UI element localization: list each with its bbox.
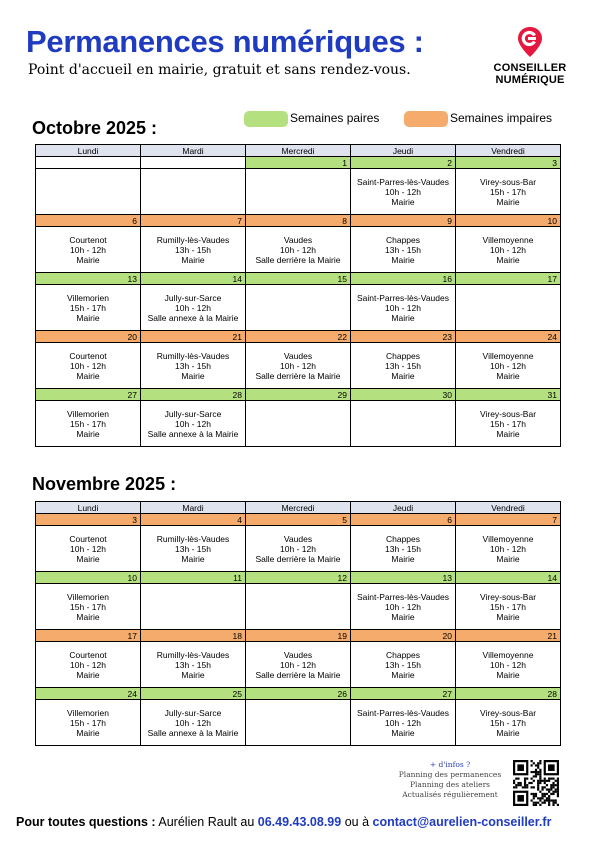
session-line: 10h - 12h — [490, 659, 526, 670]
session-cell — [141, 169, 246, 215]
session-line: Mairie — [76, 312, 100, 323]
session-line: 10h - 12h — [70, 659, 106, 670]
date-number: 26 — [246, 688, 351, 700]
date-number — [36, 157, 141, 169]
session-line: Mairie — [496, 553, 520, 564]
qr-code-icon[interactable] — [513, 760, 559, 806]
session-cell — [246, 642, 351, 688]
session-line: Mairie — [496, 370, 520, 381]
session-cell — [351, 285, 456, 331]
session-line: Salle derrière la Mairie — [255, 254, 341, 265]
session-line: Mairie — [76, 669, 100, 680]
october-calendar — [35, 144, 561, 447]
session-line: 10h - 12h — [385, 302, 421, 313]
session-line: 10h - 12h — [175, 302, 211, 313]
session-line: 10h - 12h — [175, 717, 211, 728]
session-line: 10h - 12h — [280, 543, 316, 554]
session-line: Chappes — [385, 533, 421, 544]
date-number: 18 — [141, 630, 246, 642]
session-cell — [36, 285, 141, 331]
session-cell — [351, 343, 456, 389]
session-line: 10h - 12h — [70, 244, 106, 255]
weekday-header: Lundi — [36, 502, 141, 514]
session-line: Mairie — [76, 727, 100, 738]
date-number: 21 — [141, 331, 246, 343]
session-cell — [351, 401, 456, 447]
session-cell — [246, 343, 351, 389]
date-number: 12 — [246, 572, 351, 584]
date-number-row — [36, 215, 561, 227]
date-number: 2 — [351, 157, 456, 169]
session-line: Mairie — [181, 254, 205, 265]
session-line: 10h - 12h — [280, 244, 316, 255]
legend-even-swatch — [244, 111, 288, 127]
session-cell — [141, 642, 246, 688]
session-row — [36, 642, 561, 688]
session-line: Mairie — [76, 428, 100, 439]
date-number-row — [36, 389, 561, 401]
session-cell — [351, 227, 456, 273]
session-line: Mairie — [181, 669, 205, 680]
session-line: Mairie — [391, 727, 415, 738]
session-line: Virey-sous-Bar — [479, 408, 537, 419]
session-line: 15h - 17h — [490, 717, 526, 728]
session-line: Chappes — [385, 350, 421, 361]
session-line: 15h - 17h — [70, 418, 106, 429]
session-row — [36, 526, 561, 572]
session-cell — [351, 642, 456, 688]
session-cell — [36, 700, 141, 746]
session-cell — [246, 285, 351, 331]
session-cell — [36, 526, 141, 572]
footer-lead: Pour toutes questions : — [16, 815, 156, 829]
session-cell — [246, 169, 351, 215]
footer-phone[interactable]: 06.49.43.08.99 — [257, 815, 342, 829]
date-number-row — [36, 688, 561, 700]
session-line: Saint-Parres-lès-Vaudes — [357, 292, 449, 303]
session-line: 13h - 15h — [175, 360, 211, 371]
date-number: 20 — [36, 331, 141, 343]
session-line: Rumilly-lès-Vaudes — [156, 649, 230, 660]
session-cell — [456, 584, 561, 630]
session-cell — [456, 227, 561, 273]
date-number: 17 — [456, 273, 561, 285]
footer-join: ou à — [344, 815, 370, 829]
infos-line: Planning des permanences — [398, 770, 502, 779]
session-cell — [456, 526, 561, 572]
weekday-header: Mardi — [141, 145, 246, 157]
conseiller-numerique-logo — [488, 26, 572, 86]
november-calendar — [35, 501, 561, 746]
session-cell — [36, 343, 141, 389]
infos-line: Planning des ateliers — [409, 780, 491, 789]
session-line: Mairie — [496, 669, 520, 680]
location-pin-icon — [517, 26, 543, 58]
session-row — [36, 343, 561, 389]
session-line: Mairie — [496, 254, 520, 265]
date-number-row — [36, 572, 561, 584]
session-line: Rumilly-lès-Vaudes — [156, 533, 230, 544]
footer-contact — [16, 815, 551, 829]
session-cell — [456, 642, 561, 688]
session-line: Vaudes — [283, 649, 313, 660]
date-number: 27 — [36, 389, 141, 401]
session-line: Mairie — [391, 254, 415, 265]
date-number: 30 — [351, 389, 456, 401]
date-number: 14 — [141, 273, 246, 285]
date-number: 29 — [246, 389, 351, 401]
session-cell — [36, 227, 141, 273]
session-line: Vaudes — [283, 350, 313, 361]
date-number — [141, 157, 246, 169]
session-line: 10h - 12h — [385, 601, 421, 612]
session-line: Salle annexe à la Mairie — [147, 312, 239, 323]
weekday-header: Vendredi — [456, 145, 561, 157]
session-cell — [141, 700, 246, 746]
session-line: 10h - 12h — [280, 659, 316, 670]
session-cell — [141, 343, 246, 389]
session-row — [36, 584, 561, 630]
session-cell — [351, 169, 456, 215]
date-number: 9 — [351, 215, 456, 227]
date-number: 31 — [456, 389, 561, 401]
session-line: Mairie — [391, 196, 415, 207]
session-line: 10h - 12h — [280, 360, 316, 371]
session-cell — [351, 700, 456, 746]
session-cell — [246, 584, 351, 630]
date-number: 17 — [36, 630, 141, 642]
page-subtitle: Point d'accueil en mairie, gratuit et sans rendez-vous. — [28, 62, 411, 78]
date-number: 10 — [36, 572, 141, 584]
date-number: 24 — [36, 688, 141, 700]
session-line: 10h - 12h — [385, 717, 421, 728]
session-line: Saint-Parres-lès-Vaudes — [357, 591, 449, 602]
session-line: Chappes — [385, 234, 421, 245]
session-line: Mairie — [181, 370, 205, 381]
session-line: Mairie — [181, 553, 205, 564]
date-number: 19 — [246, 630, 351, 642]
session-line: Salle derrière la Mairie — [255, 669, 341, 680]
session-line: Virey-sous-Bar — [479, 591, 537, 602]
footer-email[interactable]: contact@aurelien-conseiller.fr — [372, 815, 552, 829]
session-cell — [246, 401, 351, 447]
session-line: Mairie — [391, 553, 415, 564]
session-line: Mairie — [391, 611, 415, 622]
date-number: 23 — [351, 331, 456, 343]
session-cell — [36, 169, 141, 215]
session-line: Vaudes — [283, 234, 313, 245]
date-number: 13 — [351, 572, 456, 584]
page-title: Permanences numériques : — [26, 24, 424, 59]
date-number: 7 — [456, 514, 561, 526]
session-line: 13h - 15h — [385, 659, 421, 670]
date-number: 15 — [246, 273, 351, 285]
weekday-header: Mercredi — [246, 502, 351, 514]
date-number: 22 — [246, 331, 351, 343]
session-cell — [141, 401, 246, 447]
session-cell — [456, 343, 561, 389]
session-row — [36, 169, 561, 215]
session-line: 10h - 12h — [490, 244, 526, 255]
weekday-header-row — [36, 502, 561, 514]
session-cell — [456, 285, 561, 331]
date-number: 6 — [351, 514, 456, 526]
session-line: Jully-sur-Sarce — [164, 408, 222, 419]
date-number: 14 — [456, 572, 561, 584]
infos-line: + d'infos ? — [429, 760, 471, 769]
session-line: Vaudes — [283, 533, 313, 544]
session-line: Saint-Parres-lès-Vaudes — [357, 176, 449, 187]
session-line: Salle annexe à la Mairie — [147, 727, 239, 738]
session-line: Villemoyenne — [482, 649, 534, 660]
session-line: Villemorien — [67, 408, 109, 419]
session-line: Villemoyenne — [482, 234, 534, 245]
weekday-header: Vendredi — [456, 502, 561, 514]
date-number: 10 — [456, 215, 561, 227]
session-line: Mairie — [391, 370, 415, 381]
date-number-row — [36, 514, 561, 526]
date-number: 3 — [456, 157, 561, 169]
session-line: 15h - 17h — [70, 601, 106, 612]
legend-even-label: Semaines paires — [290, 111, 380, 125]
session-line: Saint-Parres-lès-Vaudes — [357, 707, 449, 718]
session-line: 15h - 17h — [490, 601, 526, 612]
session-cell — [141, 227, 246, 273]
session-line: 15h - 17h — [490, 186, 526, 197]
session-line: 13h - 15h — [385, 360, 421, 371]
session-line: Villemorien — [67, 707, 109, 718]
legend-odd-swatch — [404, 111, 448, 127]
weekday-header-row — [36, 145, 561, 157]
session-line: Salle derrière la Mairie — [255, 553, 341, 564]
session-line: Villemoyenne — [482, 533, 534, 544]
session-line: Mairie — [496, 196, 520, 207]
session-cell — [36, 401, 141, 447]
date-number: 3 — [36, 514, 141, 526]
session-line: 13h - 15h — [175, 543, 211, 554]
session-line: Rumilly-lès-Vaudes — [156, 350, 230, 361]
session-cell — [246, 526, 351, 572]
session-line: Salle annexe à la Mairie — [147, 428, 239, 439]
session-line: Virey-sous-Bar — [479, 707, 537, 718]
session-line: Mairie — [76, 254, 100, 265]
date-number-row — [36, 157, 561, 169]
date-number: 5 — [246, 514, 351, 526]
date-number-row — [36, 630, 561, 642]
infos-block — [370, 760, 530, 800]
session-line: 15h - 17h — [70, 717, 106, 728]
session-row — [36, 227, 561, 273]
session-row — [36, 285, 561, 331]
session-line: Virey-sous-Bar — [479, 176, 537, 187]
session-line: Mairie — [76, 611, 100, 622]
date-number: 11 — [141, 572, 246, 584]
weekday-header: Mercredi — [246, 145, 351, 157]
session-line: 15h - 17h — [490, 418, 526, 429]
date-number: 6 — [36, 215, 141, 227]
session-line: 13h - 15h — [385, 543, 421, 554]
legend-odd-label: Semaines impaires — [450, 111, 553, 125]
date-number: 28 — [141, 389, 246, 401]
date-number-row — [36, 331, 561, 343]
date-number: 8 — [246, 215, 351, 227]
session-cell — [456, 401, 561, 447]
month-title-november: Novembre 2025 : — [32, 474, 177, 494]
session-cell — [351, 584, 456, 630]
session-cell — [36, 584, 141, 630]
session-cell — [141, 584, 246, 630]
session-cell — [246, 227, 351, 273]
date-number: 7 — [141, 215, 246, 227]
session-line: 15h - 17h — [70, 302, 106, 313]
date-number: 1 — [246, 157, 351, 169]
session-line: Mairie — [496, 611, 520, 622]
session-cell — [456, 700, 561, 746]
session-line: Villemoyenne — [482, 350, 534, 361]
session-line: Courtenot — [69, 350, 107, 361]
session-line: Villemorien — [67, 591, 109, 602]
session-line: 10h - 12h — [385, 186, 421, 197]
session-row — [36, 401, 561, 447]
session-line: 13h - 15h — [175, 244, 211, 255]
infos-line: Actualisés régulièrement — [402, 790, 498, 799]
weekday-header: Mardi — [141, 502, 246, 514]
session-cell — [141, 285, 246, 331]
session-line: 13h - 15h — [385, 244, 421, 255]
session-line: Jully-sur-Sarce — [164, 292, 222, 303]
session-line: 10h - 12h — [70, 360, 106, 371]
date-number-row — [36, 273, 561, 285]
footer-name: Aurélien Rault au — [158, 815, 255, 829]
session-line: 10h - 12h — [70, 543, 106, 554]
session-line: Courtenot — [69, 649, 107, 660]
session-line: Salle derrière la Mairie — [255, 370, 341, 381]
session-line: 10h - 12h — [490, 543, 526, 554]
date-number: 28 — [456, 688, 561, 700]
month-title-october: Octobre 2025 : — [32, 118, 158, 138]
date-number: 13 — [36, 273, 141, 285]
session-row — [36, 700, 561, 746]
session-cell — [351, 526, 456, 572]
session-line: 10h - 12h — [175, 418, 211, 429]
session-line: Villemorien — [67, 292, 109, 303]
session-line: Mairie — [496, 727, 520, 738]
date-number: 25 — [141, 688, 246, 700]
date-number: 20 — [351, 630, 456, 642]
session-line: Mairie — [76, 553, 100, 564]
session-cell — [141, 526, 246, 572]
session-line: Mairie — [391, 669, 415, 680]
session-line: Courtenot — [69, 234, 107, 245]
session-cell — [246, 700, 351, 746]
session-line: 13h - 15h — [175, 659, 211, 670]
session-cell — [456, 169, 561, 215]
session-line: Courtenot — [69, 533, 107, 544]
date-number: 27 — [351, 688, 456, 700]
session-line: Chappes — [385, 649, 421, 660]
session-line: Mairie — [391, 312, 415, 323]
session-line: Rumilly-lès-Vaudes — [156, 234, 230, 245]
session-line: Jully-sur-Sarce — [164, 707, 222, 718]
logo-line-2: NUMÉRIQUE — [495, 74, 565, 86]
date-number: 4 — [141, 514, 246, 526]
session-cell — [36, 642, 141, 688]
session-line: Mairie — [76, 370, 100, 381]
weekday-header: Jeudi — [351, 502, 456, 514]
logo-line-1: CONSEILLER — [493, 62, 567, 74]
weekday-header: Jeudi — [351, 145, 456, 157]
weekday-header: Lundi — [36, 145, 141, 157]
session-line: Mairie — [496, 428, 520, 439]
date-number: 16 — [351, 273, 456, 285]
date-number: 21 — [456, 630, 561, 642]
date-number: 24 — [456, 331, 561, 343]
session-line: 10h - 12h — [490, 360, 526, 371]
